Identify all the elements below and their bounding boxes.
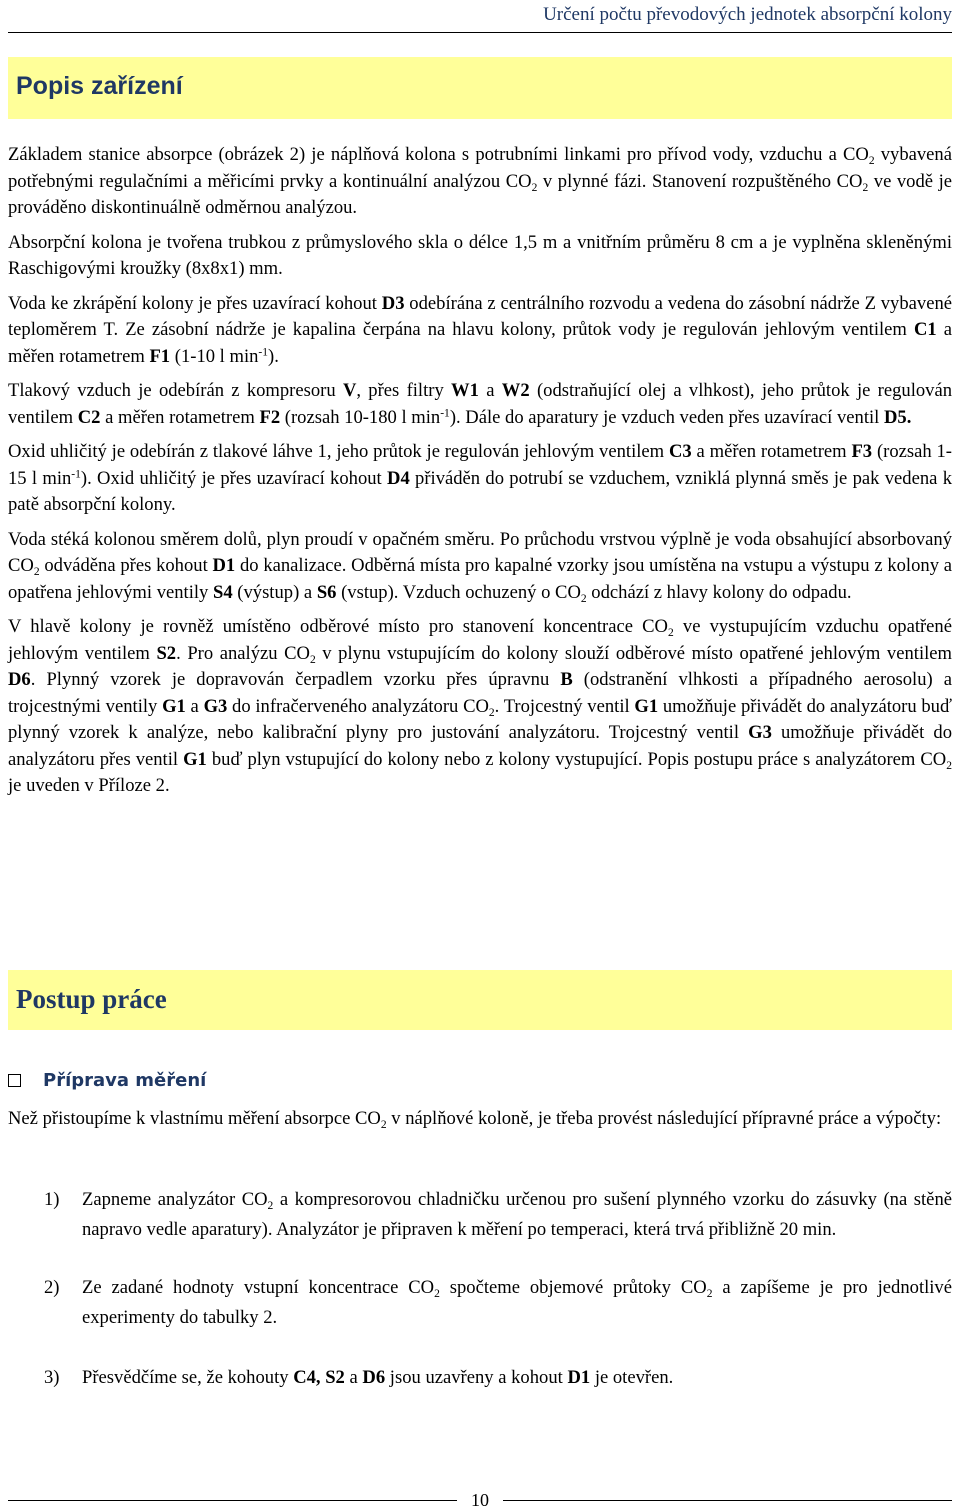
paragraph: Základem stanice absorpce (obrázek 2) je náplňová kolona s potrubními linkami pro přívod vody, vzduchu a $CO_2$ vybavená potřebnými regulačními a měřicími prvky a kontinuální analýzou $CO_2$ v plynné fázi. Stanovení rozpuštěného $CO_2$ ve vodě je prováděno diskontinuálně odměrnou analýzou. xyxy=(8,144,952,218)
bold-run: G3 xyxy=(748,722,772,743)
bold-run: C1 xyxy=(913,319,937,340)
paragraph: Voda ke zkrápění kolony je přes uzavírací kohout D3 odebírána z centrálního rozvodu a vedena do zásobní nádrže Z vybavené teploměrem T. Ze zásobní nádrže je kapalina čerpána na hlavu kolony, průtok vody je regulován jehlovým ventilem C1 a měřen rotametrem F1 (1-10 l $\min^{-1}$). xyxy=(8,292,952,367)
header-rule xyxy=(8,32,952,33)
subscript-run: 2 xyxy=(580,592,587,605)
supscript-run: -1 xyxy=(258,346,269,359)
bold-run: G1 xyxy=(162,695,186,717)
steps-list xyxy=(8,1185,952,1393)
description-block xyxy=(8,142,952,808)
step-number: 3) xyxy=(44,1367,60,1388)
running-header: Určení počtu převodových jednotek absorpční kolony xyxy=(543,4,952,25)
step-text: Ze zadané hodnoty vstupní koncentrace $CO_2$ spočteme objemové průtoky $CO_2$ a zapíšeme je pro jednotlivé experimenty do tabulky 2. xyxy=(82,1277,952,1328)
subscript-run: 2 xyxy=(380,1119,387,1132)
page-number-wrap xyxy=(0,1490,960,1511)
bold-run: S4 xyxy=(213,581,233,603)
intro-paragraph: Než přistoupíme k vlastnímu měření absorpce $CO_2$ v náplňové koloně, je třeba provést následující přípravné práce a výpočty: xyxy=(8,1108,942,1132)
bold-run: S6 xyxy=(316,581,337,603)
step-number: 1) xyxy=(44,1189,60,1210)
section-title-popis: Popis zařízení xyxy=(16,72,183,100)
section-title-postup: Postup práce xyxy=(16,984,167,1014)
page-number: 10 xyxy=(457,1490,503,1510)
subsection-title: Příprava měření xyxy=(43,1070,207,1091)
subscript-run: 2 xyxy=(309,653,316,666)
bold-run: C2 xyxy=(77,406,101,428)
bold-run: G1 xyxy=(183,748,207,770)
bold-run: B xyxy=(560,669,573,690)
step-text: Zapneme analyzátor $CO_2$ a kompresorovou chladničku určenou pro sušení plynného vzorku do zásuvky (na stěně napravo vedle aparatury). Analyzátor je připraven k měření po temperaci, která trvá přibližně 20 min. xyxy=(82,1189,952,1240)
subscript-run: 2 xyxy=(862,181,869,194)
bold-run: S2 xyxy=(156,642,177,664)
paragraph: Voda stéká kolonou směrem dolů, plyn proudí v opačném směru. Po průchodu vrstvou výplně je voda obsahující absorbovaný $CO_2$ odváděna přes kohout D1 do kanalizace. Odběrná místa pro kapalné vzorky jsou umístěna na vstupu a výstupu z kolony a opatřena jehlovými ventily S4 (výstup) a S6 (vstup). Vzduch ochuzený o $CO_2$ odchází z hlavy kolony do odpadu. xyxy=(8,528,952,605)
subscript-run: 2 xyxy=(946,759,952,772)
checkbox-bullet-icon xyxy=(8,1074,21,1087)
subscript-run: 2 xyxy=(868,155,875,168)
section-band-postup xyxy=(8,970,952,1030)
paragraph: Oxid uhličitý je odebírán z tlakové láhve 1, jeho průtok je regulován jehlovým ventilem C3 a měřen rotametrem F3 (rozsah 1-15 l $\min^{-1}$). Oxid uhličitý je přes uzavírací kohout D4 přiváděn do potrubí se vzduchem, vzniklá plynná směs je pak vedena k patě absorpční kolony. xyxy=(8,441,952,515)
bold-run: D6 xyxy=(8,669,31,690)
step-text: Přesvědčíme se, že kohouty C4, S2 a D6 jsou uzavřeny a kohout D1 je otevřen. xyxy=(82,1367,674,1388)
subscript-run: 2 xyxy=(267,1200,274,1213)
bold-run: D3 xyxy=(381,292,405,314)
bold-run: D1 xyxy=(567,1367,591,1388)
subscript-run: 2 xyxy=(33,566,40,579)
bold-run: G3 xyxy=(203,695,228,717)
bold-run: F3 xyxy=(851,441,873,462)
subscript-run: 2 xyxy=(434,1288,440,1301)
paragraph: Absorpční kolona je tvořena trubkou z průmyslového skla o délce 1,5 m a vnitřním průměru 8 cm a je vyplněna skleněnými Raschigovými kroužky (8x8x1) mm. xyxy=(8,231,952,279)
step-number: 2) xyxy=(44,1277,60,1298)
list-item xyxy=(8,1363,952,1393)
supscript-run: -1 xyxy=(440,407,450,420)
bold-run: V xyxy=(342,380,357,401)
paragraph: Tlakový vzduch je odebírán z kompresoru V, přes filtry W1 a W2 (odstraňující olej a vlhkost), jeho průtok je regulován ventilem C2 a měřen rotametrem F2 (rozsah 10-180 l $\min^{-1}$). Dále do aparatury je vzduch veden přes uzavírací ventil D5. xyxy=(8,380,953,428)
section-band-popis xyxy=(8,57,952,119)
list-item xyxy=(8,1185,952,1245)
subscript-run: 2 xyxy=(667,627,674,640)
bold-run: G1 xyxy=(634,695,659,717)
bold-run: C3 xyxy=(668,441,692,462)
bold-run: C4, S2 xyxy=(293,1367,345,1388)
bold-run: F1 xyxy=(149,345,171,367)
subscript-run: 2 xyxy=(488,706,495,719)
subsection-heading xyxy=(8,1070,206,1091)
supscript-run: -1 xyxy=(71,468,81,481)
bold-run: D5. xyxy=(884,406,912,428)
bold-run: D6 xyxy=(362,1367,386,1388)
paragraph: V hlavě kolony je rovněž umístěno odběrové místo pro stanovení koncentrace $CO_2$ ve vystupujícím vzduchu opatřené jehlovým ventilem S2. Pro analýzu $CO_2$ v plynu vstupujícím do kolony slouží odběrové místo opatřené jehlovým ventilem D6. Plynný vzorek je dopravován čerpadlem vzorku přes úpravnu B (odstranění vlhkosti a případného aerosolu) a trojcestnými ventily G1 a G3 do infračerveného analyzátoru $CO_2$. Trojcestný ventil G1 umožňuje přivádět do analyzátoru buď plynný vzorek k analýze, nebo kalibrační plyny pro justování analyzátoru. Trojcestný ventil G3 umožňuje přivádět do analyzátoru přes ventil G1 buď plyn vstupující do kolony nebo z kolony vystupující. Popis postupu práce s analyzátorem $CO_2$ je uveden v Příloze 2. xyxy=(8,616,952,796)
bold-run: D4 xyxy=(387,467,410,489)
bold-run: D1 xyxy=(212,555,236,576)
bold-run: W2 xyxy=(501,380,530,401)
list-item xyxy=(8,1273,952,1333)
bold-run: W1 xyxy=(451,380,479,401)
subscript-run: 2 xyxy=(706,1288,713,1301)
bold-run: F2 xyxy=(259,406,281,428)
subscript-run: 2 xyxy=(531,181,538,194)
